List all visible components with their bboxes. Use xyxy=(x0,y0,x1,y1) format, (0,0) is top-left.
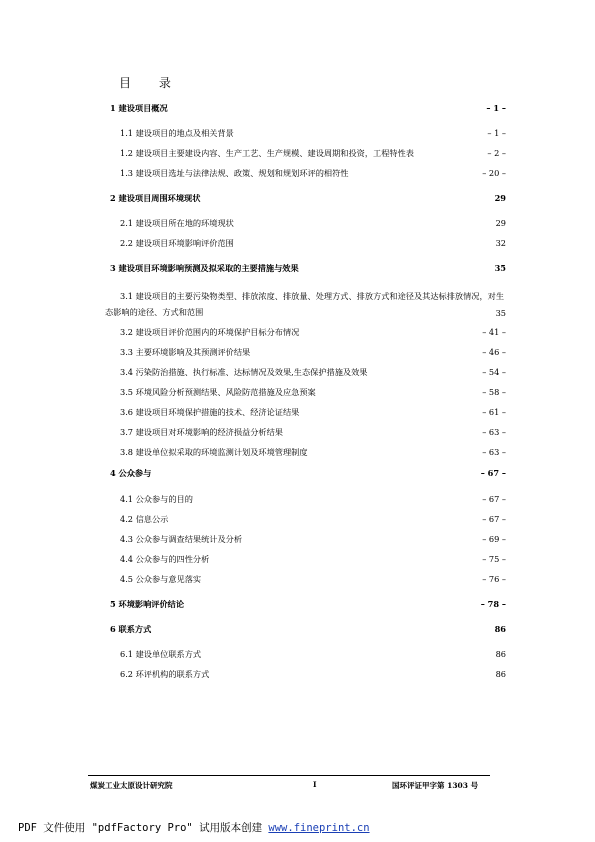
toc-entry-page: 29 xyxy=(494,193,506,203)
toc-entry-label: 4.1 公众参与的目的 xyxy=(120,494,193,504)
toc-entry-label: 3.3 主要环境影响及其预测评价结果 xyxy=(120,347,251,357)
toc-entry-label: 3.7 建设项目对环境影响的经济损益分析结果 xyxy=(120,427,283,437)
footer-page-number: I xyxy=(313,780,317,789)
toc-entry-page: – 69 – xyxy=(482,534,506,544)
toc-entry-label: 1.2 建设项目主要建设内容、生产工艺、生产规模、建设周期和投资，工程特性表 xyxy=(120,148,414,158)
toc-entry-page: – 78 – xyxy=(480,599,506,609)
fineprint-link[interactable]: www.fineprint.cn xyxy=(268,822,370,834)
toc-entry-label: 2 建设项目周围环境现状 xyxy=(110,193,201,203)
toc-entry-page: – 76 – xyxy=(482,574,506,584)
toc-entry-page: 86 xyxy=(495,649,506,659)
toc-entry-page: – 1 – xyxy=(486,103,506,113)
toc-entry-label: 1 建设项目概况 xyxy=(110,103,168,113)
toc-entry-page: – 54 – xyxy=(482,367,506,377)
toc-entry-label: 4.2 信息公示 xyxy=(120,514,169,524)
toc-entry-label: 6.1 建设单位联系方式 xyxy=(120,649,202,659)
toc-entry-page: – 75 – xyxy=(482,554,506,564)
toc-entry-label: 5 环境影响评价结论 xyxy=(110,599,185,609)
toc-entry-label: 4 公众参与 xyxy=(110,468,152,478)
footer-license: 国环评证甲字第 1303 号 xyxy=(392,781,479,790)
toc-entry-page: – 58 – xyxy=(482,387,506,397)
toc-entry-label: 6 联系方式 xyxy=(110,624,152,634)
toc-entry-label: 3.4 污染防治措施、执行标准、达标情况及效果,生态保护措施及效果 xyxy=(120,367,368,377)
toc-entry-label: 1.1 建设项目的地点及相关背景 xyxy=(120,128,234,138)
toc-entry-label: 4.3 公众参与调查结果统计及分析 xyxy=(120,534,243,544)
toc-entry-label: 3 建设项目环境影响预测及拟采取的主要措施与效果 xyxy=(110,263,299,273)
footer-divider xyxy=(88,775,490,776)
toc-entry-label: 3.1 建设项目的主要污染物类型、排放浓度、排放量、处理方式、排放方式和途径及其达标排放情况，对生态影响的途径、方式和范围 xyxy=(105,291,505,317)
toc-entry-page: – 41 – xyxy=(482,327,506,337)
toc-entry-label: 3.8 建设单位拟采取的环境监测计划及环境管理制度 xyxy=(120,447,308,457)
toc-entry-label: 4.4 公众参与的四性分析 xyxy=(120,554,210,564)
toc-entry-label: 1.3 建设项目选址与法律法规、政策、规划和规划环评的相符性 xyxy=(120,168,349,178)
toc-entry-page: – 67 – xyxy=(480,468,506,478)
toc-entry-page: – 20 – xyxy=(482,168,506,178)
toc-entry-label: 2.1 建设项目所在地的环境现状 xyxy=(120,218,234,228)
toc-entry-page: – 63 – xyxy=(482,427,506,437)
toc-entry-page: – 67 – xyxy=(482,514,506,524)
toc-entry-label: 3.5 环境风险分析预测结果、风险防范措施及应急预案 xyxy=(120,387,316,397)
toc-entry-page: – 1 – xyxy=(487,128,506,138)
toc-entry-page: 29 xyxy=(495,218,506,228)
toc-entry-label: 3.2 建设项目评价范围内的环境保护目标分布情况 xyxy=(120,327,300,337)
toc-entry-page: – 63 – xyxy=(482,447,506,457)
toc-entry-label: 6.2 环评机构的联系方式 xyxy=(120,669,210,679)
toc-entry-page: – 46 – xyxy=(482,347,506,357)
toc-entry-page: – 61 – xyxy=(482,407,506,417)
toc-entry-label: 4.5 公众参与意见落实 xyxy=(120,574,202,584)
toc-entry-label: 2.2 建设项目环境影响评价范围 xyxy=(120,238,234,248)
toc-entry-page: 35 xyxy=(494,263,506,273)
toc-entry-page: – 2 – xyxy=(487,148,506,158)
toc-entry-page: – 67 – xyxy=(482,494,506,504)
toc-entry-page: 86 xyxy=(494,624,506,634)
toc-entry-page: 32 xyxy=(495,238,506,248)
toc-entry-label: 3.6 建设项目环境保护措施的技术、经济论证结果 xyxy=(120,407,300,417)
toc-entry-page: 86 xyxy=(495,669,506,679)
pdf-watermark-text: PDF 文件使用 "pdfFactory Pro" 试用版本创建 xyxy=(18,822,269,834)
toc-entry-page: 35 xyxy=(495,308,506,318)
toc-title: 目 录 xyxy=(119,76,183,90)
pdf-watermark-bar xyxy=(18,820,370,835)
footer-institute: 煤炭工业太原设计研究院 xyxy=(90,781,173,790)
